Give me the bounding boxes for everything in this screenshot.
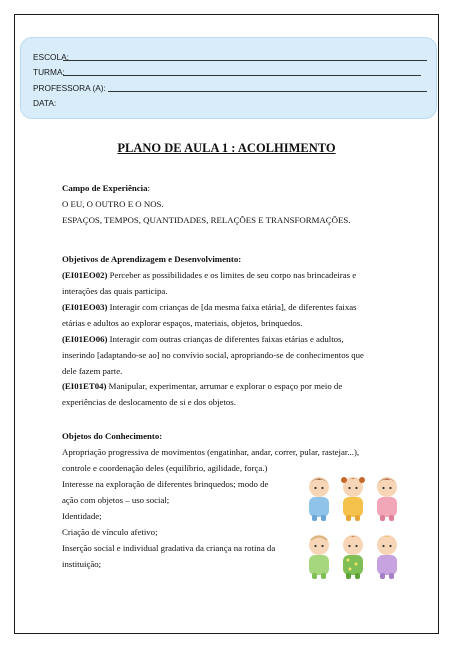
baby-purple-icon [377, 535, 397, 579]
objetivo-code: (EI01EO03) [62, 302, 108, 312]
objetivos-heading: Objetivos de Aprendizagem e Desenvolvimento: [62, 254, 242, 264]
campo-heading-line [62, 183, 150, 194]
turma-line [63, 75, 421, 76]
turma-field[interactable] [33, 67, 421, 77]
conhecimento-heading: Objetos do Conhecimento: [62, 431, 163, 441]
document-page [14, 14, 439, 634]
objetivo-3-line-3: dele fazem parte. [62, 366, 123, 376]
conhecimento-line-7: Inserção social e individual gradativa da criança na rotina da [62, 543, 276, 553]
objetivo-text: Interagir com crianças de [da mesma faixa etária], de diferentes faixas [107, 302, 357, 312]
escola-label: ESCOLA: [33, 52, 69, 62]
conhecimento-line-3: Interesse na exploração de diferentes brinquedos; modo de [62, 479, 269, 489]
professora-field[interactable] [33, 83, 427, 93]
objetivo-text: Interagir com outras crianças de diferentes faixas etárias e adultos, [107, 334, 344, 344]
objetivo-text: Perceber as possibilidades e os limites de seu corpo nas brincadeiras e [107, 270, 357, 280]
objetivo-3-line-1 [62, 334, 344, 345]
objetivo-4-line-2: experiências de deslocamento de si e dos objetos. [62, 397, 236, 407]
objetivo-code: (EI01EO02) [62, 270, 108, 280]
header-info-box [20, 37, 437, 119]
babies-clipart-icon [303, 467, 403, 585]
conhecimento-line-1: Apropriação progressiva de movimentos (engatinhar, andar, correr, pular, rastejar...), [62, 447, 360, 457]
conhecimento-line-2: controle e coordenação deles (equilíbrio, agilidade, força.) [62, 463, 268, 473]
data-field[interactable] [33, 98, 56, 108]
conhecimento-line-4: ação com objetos – uso social; [62, 495, 170, 505]
baby-blue-icon [309, 477, 329, 521]
escola-line [63, 60, 427, 61]
objetivo-code: (EI01ET04) [62, 381, 107, 391]
data-label: DATA: [33, 98, 57, 108]
campo-heading: Campo de Experiência [62, 183, 148, 193]
baby-pink-icon [377, 477, 397, 521]
baby-dotted-icon [343, 535, 363, 579]
campo-line-1: O EU, O OUTRO E O NOS. [62, 199, 164, 209]
objetivo-2-line-2: etárias e adultos ao explorar espaços, materiais, objetos, brinquedos. [62, 318, 303, 328]
conhecimento-line-8: instituição; [62, 559, 102, 569]
professora-label: PROFESSORA (A): [33, 83, 106, 93]
objetivo-2-line-1 [62, 302, 357, 313]
page-title: PLANO DE AULA 1 : ACOLHIMENTO [117, 141, 336, 155]
escola-field[interactable] [33, 52, 427, 62]
professora-line [108, 91, 427, 92]
objetivo-3-line-2: inserindo [adaptando-se ao] no convívio social, apropriando-se de conhecimentos que [62, 350, 364, 360]
conhecimento-line-5: Identidade; [62, 511, 102, 521]
objetivo-code: (EI01EO06) [62, 334, 108, 344]
baby-yellow-icon [341, 477, 365, 521]
objetivo-1-line-2: interações das quais participa. [62, 286, 168, 296]
objetivo-1-line-1 [62, 270, 356, 281]
campo-line-2: ESPAÇOS, TEMPOS, QUANTIDADES, RELAÇÕES E TRANSFORMAÇÕES. [62, 215, 351, 225]
conhecimento-line-6: Criação de vínculo afetivo; [62, 527, 158, 537]
baby-green-icon [309, 535, 329, 579]
campo-colon: : [147, 183, 150, 193]
turma-label: TURMA: [33, 67, 65, 77]
objetivo-4-line-1 [62, 381, 342, 392]
objetivo-text: Manipular, experimentar, arrumar e explorar o espaço por meio de [106, 381, 343, 391]
